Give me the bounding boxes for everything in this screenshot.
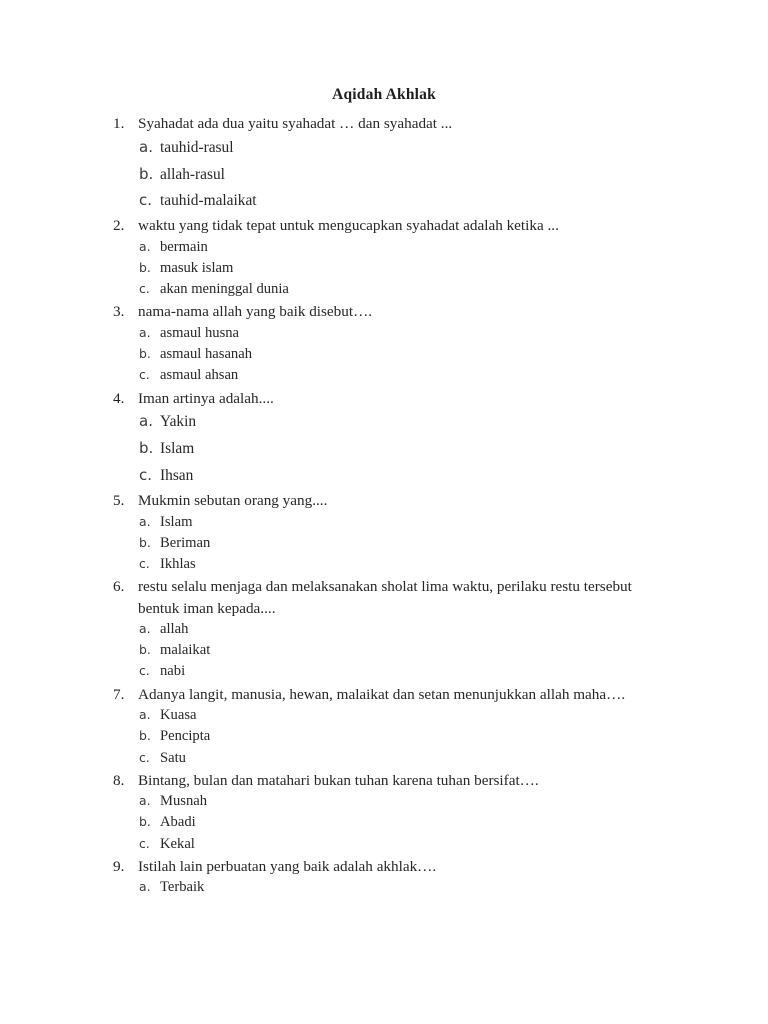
- option-letter: a.: [139, 513, 151, 529]
- option-text: Musnah: [160, 793, 208, 810]
- option-text: allah-rasul: [160, 165, 225, 183]
- option-letter: c.: [139, 367, 150, 383]
- option-list: [0, 877, 768, 898]
- answer-option[interactable]: [0, 812, 768, 833]
- option-letter: a.: [139, 137, 153, 156]
- question-number: 6.: [113, 578, 125, 596]
- answer-option[interactable]: [0, 877, 768, 898]
- option-letter: b.: [139, 439, 154, 458]
- option-text: asmaul husna: [160, 325, 240, 342]
- answer-option[interactable]: [0, 512, 768, 533]
- answer-option[interactable]: [0, 365, 768, 386]
- question-line: [0, 684, 768, 706]
- option-text: akan meninggal dunia: [160, 281, 289, 298]
- option-text: malaikat: [160, 642, 211, 659]
- option-text: Islam: [160, 440, 195, 458]
- answer-option[interactable]: [0, 436, 768, 462]
- question-number: 4.: [113, 389, 125, 407]
- option-letter: b.: [139, 260, 151, 276]
- answer-option[interactable]: [0, 258, 768, 279]
- option-text: bermain: [160, 239, 208, 256]
- option-list: [0, 323, 768, 386]
- question-item: [0, 770, 768, 855]
- option-letter: a.: [139, 793, 151, 809]
- option-text: nabi: [160, 663, 186, 680]
- question-item: [0, 388, 768, 489]
- option-letter: c.: [139, 835, 150, 851]
- option-text: tauhid-rasul: [160, 138, 234, 156]
- answer-option[interactable]: [0, 705, 768, 726]
- option-text: Yakin: [160, 413, 197, 431]
- answer-option[interactable]: [0, 344, 768, 365]
- question-text: waktu yang tidak tepat untuk mengucapkan syahadat adalah ketika ...: [138, 217, 559, 235]
- answer-option[interactable]: [0, 463, 768, 489]
- option-text: allah: [160, 621, 189, 638]
- option-letter: b.: [139, 346, 151, 362]
- question-number: 1.: [113, 115, 125, 132]
- question-text: restu selalu menjaga dan melaksanakan sholat lima waktu, perilaku restu tersebut bentuk iman kepada....: [138, 578, 632, 617]
- answer-option[interactable]: [0, 640, 768, 661]
- option-letter: b.: [139, 814, 151, 830]
- option-letter: b.: [139, 728, 151, 744]
- option-text: asmaul ahsan: [160, 367, 239, 384]
- option-text: Islam: [160, 513, 193, 530]
- option-text: masuk islam: [160, 260, 234, 277]
- page-title: Aqidah Akhlak: [332, 86, 436, 103]
- question-item: [0, 576, 768, 683]
- answer-option[interactable]: [0, 188, 768, 214]
- question-text: Iman artinya adalah....: [138, 389, 274, 407]
- question-text: nama-nama allah yang baik disebut….: [138, 303, 373, 321]
- question-text: Istilah lain perbuatan yang baik adalah akhlak….: [138, 857, 437, 875]
- answer-option[interactable]: [0, 162, 768, 188]
- question-number: 7.: [113, 685, 125, 703]
- question-text: Mukmin sebutan orang yang....: [138, 491, 328, 509]
- question-line: [0, 770, 768, 792]
- answer-option[interactable]: [0, 279, 768, 300]
- question-item: [0, 301, 768, 386]
- option-list: [0, 237, 768, 300]
- question-item: [0, 684, 768, 769]
- option-list: [0, 135, 768, 215]
- option-list: [0, 791, 768, 854]
- answer-option[interactable]: [0, 619, 768, 640]
- answer-option[interactable]: [0, 554, 768, 575]
- option-text: Beriman: [160, 534, 211, 551]
- question-item: [0, 856, 768, 899]
- option-letter: c.: [139, 281, 150, 297]
- option-letter: a.: [139, 707, 151, 723]
- question-number: 5.: [113, 491, 125, 509]
- question-number: 8.: [113, 771, 125, 789]
- option-list: [0, 705, 768, 768]
- answer-option[interactable]: [0, 323, 768, 344]
- question-line: [0, 576, 768, 619]
- answer-option[interactable]: [0, 791, 768, 812]
- question-line: [0, 388, 768, 410]
- option-letter: a.: [139, 879, 151, 895]
- option-list: [0, 409, 768, 489]
- answer-option[interactable]: [0, 135, 768, 161]
- answer-option[interactable]: [0, 533, 768, 554]
- option-text: asmaul hasanah: [160, 346, 252, 363]
- option-text: Ikhlas: [160, 555, 196, 572]
- question-line: [0, 301, 768, 323]
- option-letter: c.: [139, 466, 153, 485]
- option-letter: a.: [139, 239, 151, 255]
- option-text: Ihsan: [160, 467, 194, 485]
- answer-option[interactable]: [0, 661, 768, 682]
- answer-option[interactable]: [0, 748, 768, 769]
- option-text: Satu: [160, 749, 186, 766]
- question-list: [0, 113, 768, 898]
- option-letter: b.: [139, 642, 151, 658]
- option-text: Kuasa: [160, 707, 197, 724]
- question-number: 2.: [113, 217, 125, 235]
- question-item: [0, 215, 768, 300]
- question-number: 9.: [113, 857, 125, 875]
- option-letter: b.: [139, 534, 151, 550]
- question-item: [0, 490, 768, 575]
- answer-option[interactable]: [0, 237, 768, 258]
- question-line: [0, 490, 768, 512]
- option-letter: a.: [139, 412, 153, 431]
- question-text: Bintang, bulan dan matahari bukan tuhan karena tuhan bersifat….: [138, 771, 539, 789]
- option-letter: b.: [139, 164, 154, 183]
- option-letter: a.: [139, 325, 151, 341]
- answer-option[interactable]: [0, 409, 768, 435]
- option-list: [0, 512, 768, 575]
- option-text: Terbaik: [160, 879, 205, 896]
- question-text: Adanya langit, manusia, hewan, malaikat dan setan menunjukkan allah maha….: [138, 685, 626, 703]
- option-letter: a.: [139, 621, 151, 637]
- question-line: [0, 113, 768, 135]
- question-number: 3.: [113, 303, 125, 321]
- option-letter: c.: [139, 555, 150, 571]
- option-text: Pencipta: [160, 728, 211, 745]
- option-list: [0, 619, 768, 682]
- question-item: [0, 113, 768, 214]
- option-letter: c.: [139, 191, 153, 210]
- question-text: Syahadat ada dua yaitu syahadat … dan syahadat ...: [138, 115, 453, 132]
- option-text: tauhid-malaikat: [160, 192, 257, 210]
- option-text: Abadi: [160, 814, 196, 831]
- option-letter: c.: [139, 749, 150, 765]
- option-text: Kekal: [160, 835, 195, 852]
- answer-option[interactable]: [0, 834, 768, 855]
- option-letter: c.: [139, 663, 150, 679]
- question-line: [0, 215, 768, 237]
- answer-option[interactable]: [0, 726, 768, 747]
- question-line: [0, 856, 768, 878]
